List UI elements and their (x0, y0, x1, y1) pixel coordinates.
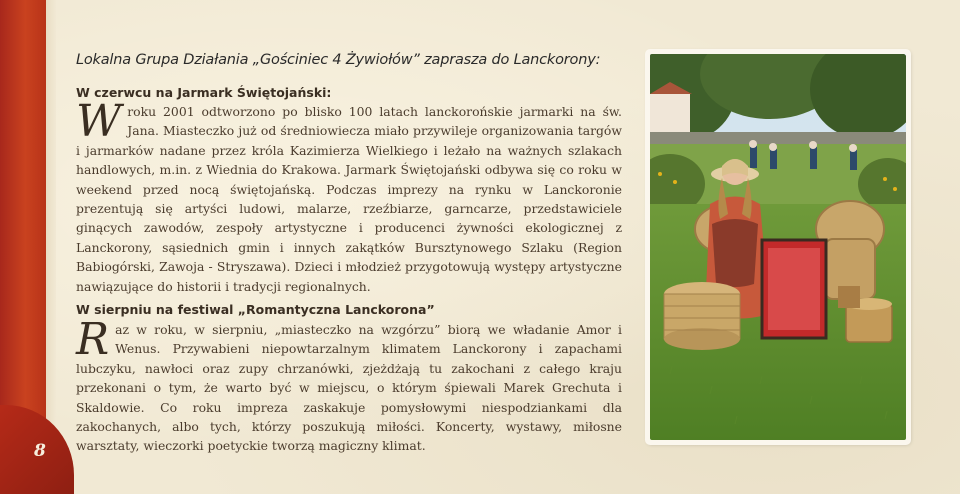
section-text-june (76, 96, 622, 296)
page-number: 8 (34, 441, 46, 461)
photo-frame (647, 51, 909, 443)
section-heading-august: W sierpniu na festiwal „Romantyczna Lanckorona” (76, 302, 435, 317)
page-title: Lokalna Grupa Działania „Gościniec 4 Żywiołów” zaprasza do Lanckorony: (76, 52, 601, 68)
section-body-august: az w roku, w sierpniu, „miasteczko na wzgórzu” biorą we władanie Amor i Wenus. Przywabieni niepowtarzalnym klimatem Lanckorony i zapachami lubczyku, nawłoci oraz zupy chrzanówki, zjeżdżają tu zakochani z całego kraju przekonani o tym, że warto być w miejscu, o którym śpiewali Marek Grechuta i Skaldowie. Co roku impreza zaskakuje pomysłowymi niespodziankami dla zakochanych, albo tych, którzy poszukują miłości. Koncerty, wystawy, miłosne warsztaty, wieczorki poetyckie tworzą magiczny klimat. (76, 322, 622, 454)
festival-photo (650, 54, 906, 440)
section-body-june: roku 2001 odtworzono po blisko 100 latach lanckorońskie jarmarki na św. Jana. Miasteczko już od średniowiecza miało przywileje organizowania targów i jarmarków nadane przez króla Kazimierza Wielkiego i leżało na ważnych szlakach handlowych, m.in. z Wiednia do Krakowa. Jarmark Świętojański odbywa się co roku w weekend przed nocą świętojańską. Podczas imprezy na rynku w Lanckoronie prezentują się artyści ludowi, malarze, rzeźbiarze, garncarze, przedstawiciele ginących zawodów, zespoły artystyczne i producenci żywności ekologicznej z Lanckorony, sąsiednich gmin i innych zakątków Bursztynowego Szlaku (Region Babiogórski, Zawoja - Stryszawa). Dzieci i młodzież przygotowują występy artystyczne nawiązujące do historii i tradycji regionalnych. (76, 104, 622, 294)
section-heading-june: W czerwcu na Jarmark Świętojański: (76, 85, 332, 100)
section-text-august (76, 314, 622, 456)
festival-photo-illustration (650, 54, 906, 440)
dropcap-r: R (76, 314, 110, 365)
dropcap-w: W (76, 96, 122, 147)
